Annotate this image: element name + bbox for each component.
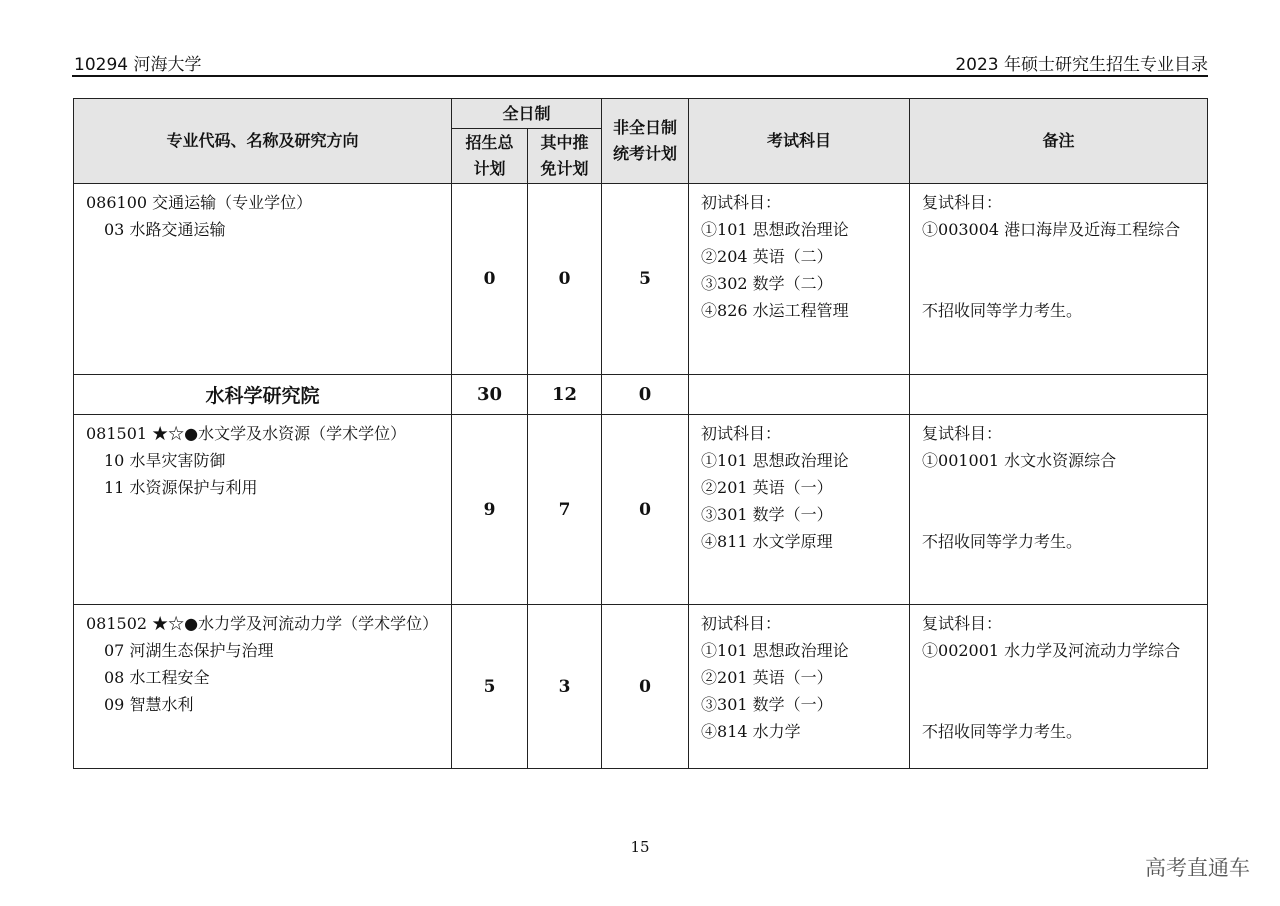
- exam-subject: ①101 思想政治理论: [701, 641, 849, 660]
- exam-subject: ②204 英语（二）: [701, 247, 833, 266]
- major-cell: [74, 184, 452, 375]
- exam-subject: ②201 英语（一）: [701, 668, 833, 687]
- parttime-plan: 0: [602, 375, 689, 415]
- total-plan: 0: [452, 184, 528, 375]
- exam-cell: [689, 605, 910, 769]
- exam-cell: [689, 415, 910, 605]
- note-text: 不招收同等学力考生。: [922, 301, 1083, 320]
- total-plan: 9: [452, 415, 528, 605]
- exam-subject: ②201 英语（一）: [701, 478, 833, 497]
- table-row: [74, 605, 1208, 769]
- total-plan: 30: [452, 375, 528, 415]
- direction-item: 03 水路交通运输: [104, 220, 226, 239]
- retest-subject: ①003004 港口海岸及近海工程综合: [922, 220, 1181, 239]
- parttime-plan: 0: [602, 415, 689, 605]
- exam-cell: [689, 184, 910, 375]
- retest-subject: ①002001 水力学及河流动力学综合: [922, 641, 1181, 660]
- admissions-table: [73, 98, 1208, 769]
- parttime-plan: 5: [602, 184, 689, 375]
- exam-subject: ④826 水运工程管理: [701, 301, 849, 320]
- parttime-plan: 0: [602, 605, 689, 769]
- page-number: 15: [630, 838, 650, 856]
- header-catalog-title: 2023 年硕士研究生招生专业目录: [955, 55, 1208, 75]
- notes-cell: [910, 415, 1208, 605]
- header-fulltime: 全日制: [452, 99, 602, 129]
- direction-item: 09 智慧水利: [104, 695, 194, 714]
- major-cell: [74, 415, 452, 605]
- watermark-text: 高考直通车: [1145, 856, 1250, 880]
- retest-title: 复试科目：: [922, 614, 1003, 633]
- retest-subject: ①001001 水文水资源综合: [922, 451, 1117, 470]
- exam-subject: ③301 数学（一）: [701, 695, 833, 714]
- empty-cell: [689, 375, 910, 415]
- major-name: 081501 ★☆●水文学及水资源（学术学位）: [86, 424, 407, 443]
- notes-cell: [910, 605, 1208, 769]
- header-rule: [72, 75, 1208, 77]
- recommended-plan: 0: [528, 184, 602, 375]
- major-cell: [74, 605, 452, 769]
- exam-title: 初试科目：: [701, 193, 782, 212]
- exam-title: 初试科目：: [701, 614, 782, 633]
- table-row: [74, 415, 1208, 605]
- exam-title: 初试科目：: [701, 424, 782, 443]
- exam-subject: ④811 水文学原理: [701, 532, 833, 551]
- major-name: 081502 ★☆●水力学及河流动力学（学术学位）: [86, 614, 439, 633]
- direction-item: 11 水资源保护与利用: [104, 478, 258, 497]
- table-row: [74, 184, 1208, 375]
- header-notes: 备注: [910, 99, 1208, 184]
- header-university: 10294 河海大学: [74, 55, 202, 75]
- retest-title: 复试科目：: [922, 424, 1003, 443]
- header-total: 招生总计划: [452, 129, 528, 184]
- recommended-plan: 12: [528, 375, 602, 415]
- header-major: 专业代码、名称及研究方向: [74, 99, 452, 184]
- direction-item: 07 河湖生态保护与治理: [104, 641, 274, 660]
- total-plan: 5: [452, 605, 528, 769]
- header-parttime: 非全日制统考计划: [602, 99, 689, 184]
- department-row: [74, 375, 1208, 415]
- empty-cell: [910, 375, 1208, 415]
- department-name: 水科学研究院: [74, 375, 452, 415]
- exam-subject: ③301 数学（一）: [701, 505, 833, 524]
- notes-cell: [910, 184, 1208, 375]
- recommended-plan: 3: [528, 605, 602, 769]
- exam-subject: ①101 思想政治理论: [701, 220, 849, 239]
- header-recommended: 其中推免计划: [528, 129, 602, 184]
- note-text: 不招收同等学力考生。: [922, 532, 1083, 551]
- exam-subject: ③302 数学（二）: [701, 274, 833, 293]
- exam-subject: ①101 思想政治理论: [701, 451, 849, 470]
- direction-item: 10 水旱灾害防御: [104, 451, 226, 470]
- major-name: 086100 交通运输（专业学位）: [86, 193, 313, 212]
- direction-item: 08 水工程安全: [104, 668, 210, 687]
- note-text: 不招收同等学力考生。: [922, 722, 1083, 741]
- recommended-plan: 7: [528, 415, 602, 605]
- exam-subject: ④814 水力学: [701, 722, 801, 741]
- header-exam: 考试科目: [689, 99, 910, 184]
- retest-title: 复试科目：: [922, 193, 1003, 212]
